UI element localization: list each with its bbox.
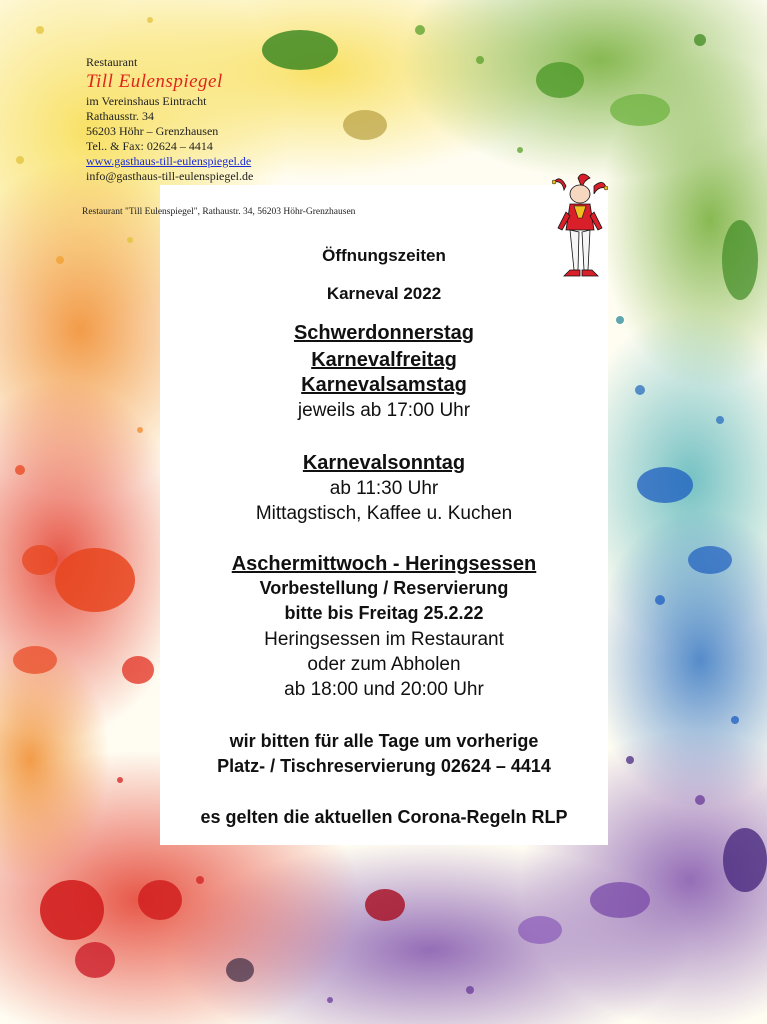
- email-address: info@gasthaus-till-eulenspiegel.de: [86, 169, 254, 183]
- day-heading: Schwerdonnerstag: [293, 322, 475, 344]
- phone-fax: Tel.. & Fax: 02624 – 4414: [86, 139, 213, 153]
- restaurant-name: Till Eulenspiegel: [86, 71, 223, 92]
- day-heading: Karnevalsonntag: [302, 452, 466, 474]
- address-street: Rathausstr. 34: [86, 109, 154, 123]
- restaurant-address-block: [86, 55, 253, 184]
- address-line: im Vereinshaus Eintracht: [86, 94, 207, 108]
- reservation-request: wir bitten für alle Tage um vorherige: [229, 731, 539, 751]
- event-subtitle: Karneval 2022: [326, 284, 442, 303]
- corona-notice: es gelten die aktuellen Corona-Regeln RLP: [200, 807, 568, 827]
- website-link[interactable]: www.gasthaus-till-eulenspiegel.de: [86, 154, 252, 168]
- day-heading: Karnevalfreitag: [311, 349, 457, 371]
- opening-hours-notice: [160, 246, 608, 828]
- preorder-note: Vorbestellung / Reservierung: [259, 578, 509, 598]
- opening-hours: ab 18:00 und 20:00 Uhr: [284, 679, 484, 700]
- offer-text: Heringsessen im Restaurant: [264, 629, 504, 650]
- opening-hours: ab 11:30 Uhr: [329, 478, 439, 499]
- opening-hours: jeweils ab 17:00 Uhr: [297, 400, 471, 421]
- offer-text: Mittagstisch, Kaffee u. Kuchen: [255, 503, 513, 524]
- restaurant-label: Restaurant: [86, 55, 138, 69]
- page-title: Öffnungszeiten: [322, 246, 446, 265]
- deadline-note: bitte bis Freitag 25.2.22: [284, 603, 484, 623]
- address-city: 56203 Höhr – Grenzhausen: [86, 124, 219, 138]
- ash-wednesday-heading: Aschermittwoch - Heringsessen: [231, 553, 537, 575]
- reservation-phone: Platz- / Tischreservierung 02624 – 4414: [217, 756, 551, 776]
- offer-text: oder zum Abholen: [307, 654, 461, 675]
- day-heading: Karnevalsamstag: [301, 374, 467, 396]
- sender-line: Restaurant "Till Eulenspiegel", Rathaustr. 34, 56203 Höhr-Grenzhausen: [82, 207, 356, 217]
